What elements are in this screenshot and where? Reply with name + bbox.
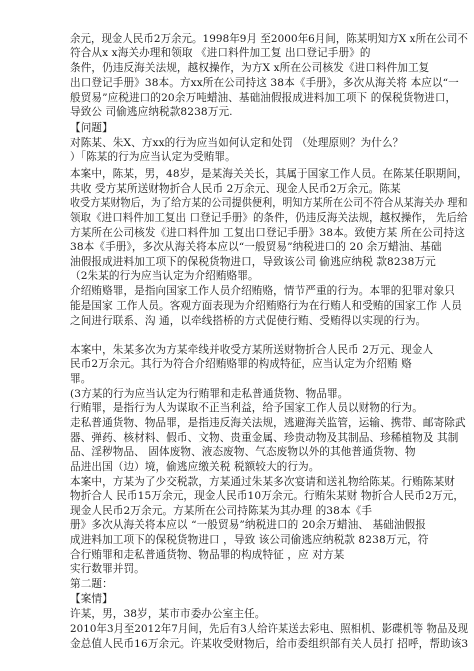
text-line: 金总值人民币16万余元。许某收受财物后，给市委组织部有关人员打 招呼，帮助该3 (70, 638, 469, 650)
text-line: 成进料加工项下的保税货物进口 ，导致 该公司偷逃应纳税款 8238万元，符 (70, 534, 429, 546)
text-line: 册》多次从海关将本应以 “一般贸易”纳税进口的 20余万蜡油、 基础油假报 (70, 519, 426, 531)
text-line: 本案中，陈某，男，48岁，是某海关关长，其属于国家工作人员。在陈某任职期间， (70, 168, 468, 180)
text-line: 现金人民币2万余元。方某所在公司持陈某为其办理 的38本《手 (70, 505, 373, 517)
text-line: 本案中，方某为了少交税款，方某通过朱某多次宴请和送礼物给陈某。行贿陈某财 (70, 476, 455, 488)
answer-heading-1: ）「陈某的行为应当认定为受贿罪。 (70, 151, 236, 163)
text-line: 方某所在公司核发《进口料件加 工复出口登记手册》38本。致使方某 所在公司持这 (70, 227, 465, 239)
case-heading: 【案情】 (70, 593, 113, 605)
text-line: 本案中，朱某多次为方某牵线并收受方某所送财物折合人民币 2万元、现金人 (70, 344, 434, 356)
text-line: 共收 受方某所送财物折合人民币 2万余元、现金人民币2万余元。陈某 (70, 183, 401, 195)
text-line: 实行数罪并罚。 (70, 563, 145, 575)
text-line: 行贿罪，是指行为人为谋取不正当利益，给予国家工作人员以财物的行为。 (70, 402, 423, 414)
text-line: 物折合人 民币15万余元，现金人民币10万余元。行贿朱某财 物折合人民币2万元， (70, 490, 465, 502)
text-line: 罪。 (70, 373, 92, 385)
section-title: 第二题： (70, 578, 113, 590)
text-line: 符合从x x海关办理和领取 《进口料件加工复 出口登记手册》的 (70, 47, 371, 59)
text-line: 合行贿罪和走私普通货物、物品罪的构成特征 ，应 对方某 (70, 549, 345, 561)
text-line: 器、弹药、核材料、假币、文物、贵重金属、珍贵动物及其制品、珍稀植物及 其制 (70, 432, 459, 444)
text-line: 2010年3月至2012年7月间，先后有3人给许某送去彩电、照相机、影碟机等 物品及现 (70, 623, 469, 635)
text-line: 领取《进口料件加工复出 口登记手册》的条件，仍违反海关法规，越权操作， 先后给 (70, 212, 468, 224)
text-line: 品、淫秽物品、 固体废物、液态废物、气态废物以外的其他普通货物、物 (70, 446, 416, 458)
text-line: 能是国家 工作人员。客观方面表现为介绍贿赂行为在行贿人和受贿的国家工作 人员 (70, 300, 462, 312)
text-line: 导致公 司偷逃应纳税款8238万元. (70, 106, 233, 118)
text-line: 般贸易”应税进口的20余万吨蜡油、基础油假报成进料加工项下 的保税货物进口， (70, 92, 457, 104)
text-line: 余元，现金人民币2万余元。1998年9月 至2000年6月间，陈某明知方X x所在公司不 (70, 33, 469, 45)
text-line: 出口登记手册》38本。方xx所在公司持这 38本《手册》，多次从海关将 本应以“一 (70, 77, 459, 89)
text-line: 民币2万余元。其行为符合介绍贿赂罪的构成特征，应当认定为介绍贿 赂 (70, 358, 412, 370)
text-line: 之间进行联系、沟 通，以牵线搭桥的方式促使行贿、受贿得以实现的行为。 (70, 315, 427, 327)
text-line: 38本《手册》，多次从海关将本应以“一般贸易”纳税进口的 20 余万蜡油、基础 (70, 241, 442, 253)
text-line: 条件，仍违反海关法规，越权操作，为方X x所在公司核发《进口料件加工复 (70, 62, 430, 74)
text-line: （2朱某的行为应当认定为介绍贿赂罪。 (70, 270, 259, 282)
text-line: 许某，男，38岁，某市市委办公室主任。 (70, 608, 266, 620)
question-heading: 【问题】 (70, 122, 113, 134)
question-text: 对陈某、朱X、方xx的行为应当如何认定和处罚 （处理原则？为什么？ (70, 137, 404, 149)
text-line: (3方某的行为应当认定为行贿罪和走私普通货物、物品罪。 (70, 388, 349, 400)
text-line: 品进出国（边）境，偷逃应缴关税 税额较大的行为。 (70, 461, 320, 473)
text-line: 走私普通货物、物品罪，是指违反海关法规，逃避海关监管，运输、携带、邮寄除武 (70, 417, 466, 429)
text-line: 收受方某财物后，为了给方某的公司提供便利，明知方某所在公司不符合从某海关办 理和 (70, 197, 468, 209)
text-line: 油假报成进料加工项下的保税货物进口，导致该公司 偷逃应纳税 款8238万元 (70, 256, 436, 268)
text-line: 介绍贿赂罪，是指向国家工作人员介绍贿赂，情节严重的行为。本罪的犯罪对象只 (70, 285, 455, 297)
